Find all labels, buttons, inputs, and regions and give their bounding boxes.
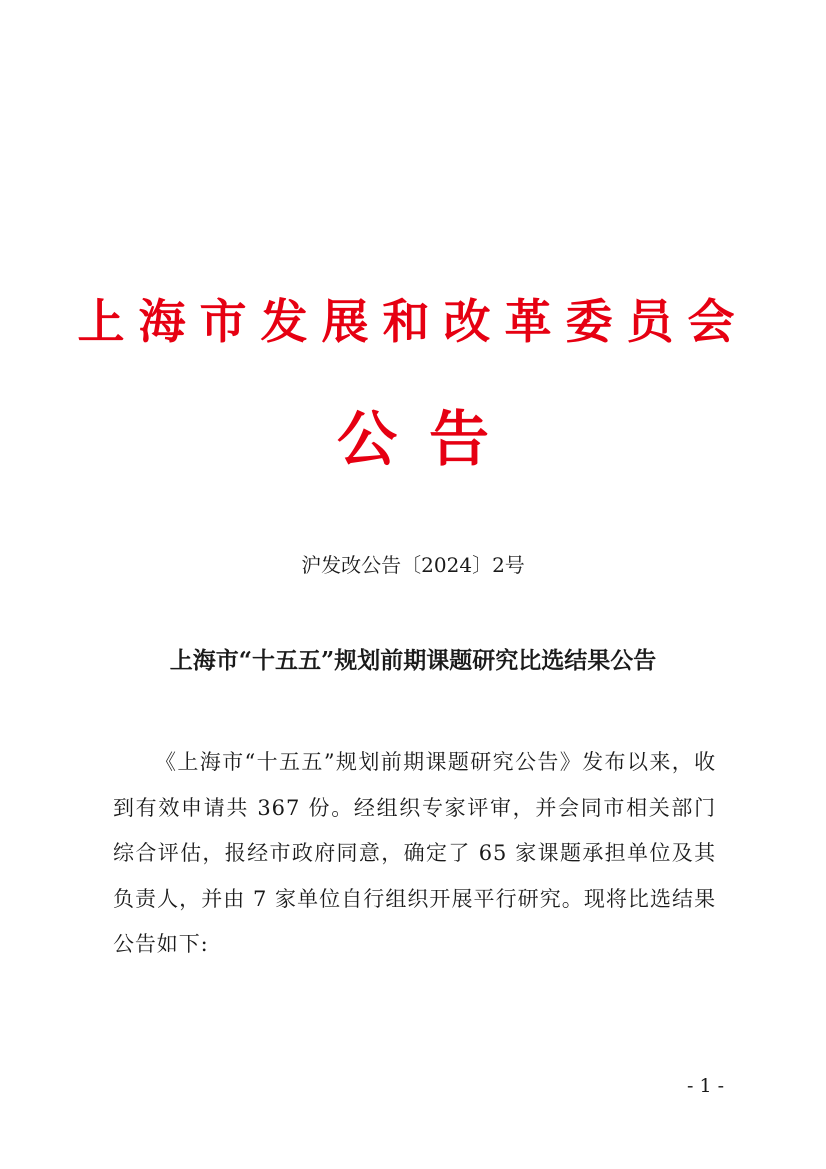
document-title: 上海市“十五五”规划前期课题研究比选结果公告 bbox=[169, 647, 657, 674]
document-type-heading: 公告 bbox=[337, 405, 521, 475]
issuing-organization-name: 上海市发展和改革委员会 bbox=[77, 295, 749, 350]
document-number: 沪发改公告〔2024〕2号 bbox=[301, 553, 525, 577]
page-number: - 1 - bbox=[686, 1075, 724, 1097]
body-paragraph: 《上海市“十五五”规划前期课题研究公告》发布以来，收到有效申请共 367 份。经组织专家评审，并会同市相关部门综合评估，报经市政府同意，确定了 65 家课题承担单位及其负责人，并由 7 家单位自行组织开展平行研究。现将比选结果公告如下: bbox=[113, 750, 716, 956]
